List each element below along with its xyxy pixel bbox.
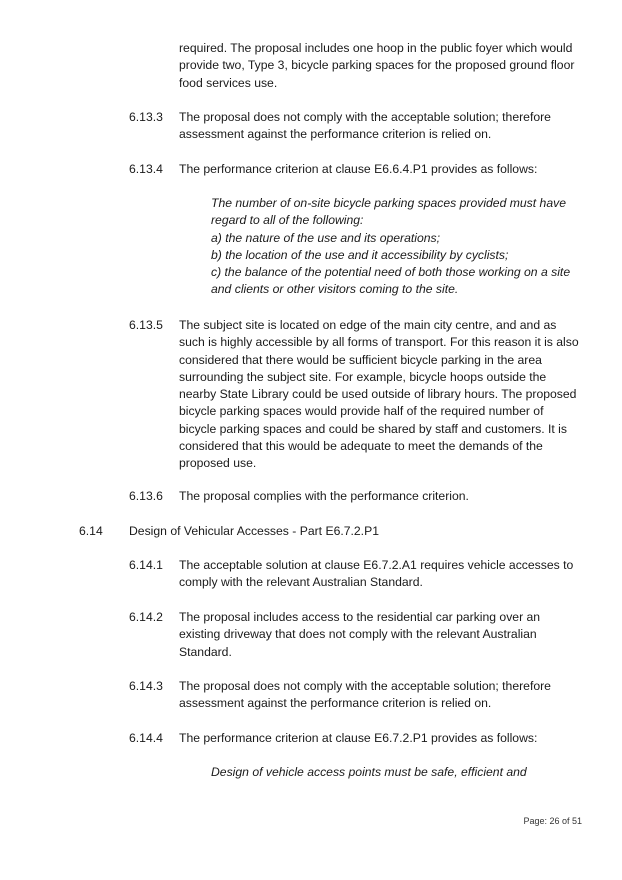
section-heading-6-14: Design of Vehicular Accesses - Part E6.7.2.P1 bbox=[129, 524, 379, 538]
paragraph-number-6-14-1: 6.14.1 bbox=[129, 558, 163, 572]
quote-line-c: c) the balance of the potential need of both those working on a site and clients or other visitors coming to the site. bbox=[211, 265, 571, 297]
paragraph-number-6-13-3: 6.13.3 bbox=[129, 110, 163, 124]
paragraph-6-14-3: The proposal does not comply with the acceptable solution; therefore assessment against the performance criterion is relied on. bbox=[179, 679, 551, 711]
paragraph-6-13-2-continued: required. The proposal includes one hoop in the public foyer which would provide two, Type 3, bicycle parking spaces for the proposed ground floor food services use. bbox=[179, 41, 575, 90]
paragraph-6-13-6: The proposal complies with the performance criterion. bbox=[179, 489, 469, 503]
quote-e6-6-4-p1 bbox=[211, 195, 591, 299]
paragraph-number-6-14-4: 6.14.4 bbox=[129, 731, 163, 745]
paragraph-6-14-1: The acceptable solution at clause E6.7.2.A1 requires vehicle accesses to comply with the relevant Australian Standard. bbox=[179, 558, 574, 590]
quote-line-a: a) the nature of the use and its operations; bbox=[211, 230, 441, 245]
paragraph-number-6-14-2: 6.14.2 bbox=[129, 610, 163, 624]
section-number-6-14: 6.14 bbox=[79, 524, 103, 538]
paragraph-number-6-13-6: 6.13.6 bbox=[129, 489, 163, 503]
paragraph-6-14-2: The proposal includes access to the residential car parking over an existing driveway that does not comply with the relevant Australian Standard. bbox=[179, 610, 541, 659]
paragraph-number-6-14-3: 6.14.3 bbox=[129, 679, 163, 693]
quote-e6-7-2-p1: Design of vehicle access points must be safe, efficient and bbox=[211, 765, 527, 779]
quote-line-b: b) the location of the use and it accessibility by cyclists; bbox=[211, 247, 509, 262]
paragraph-number-6-13-4: 6.13.4 bbox=[129, 162, 163, 176]
paragraph-6-13-4: The performance criterion at clause E6.6.4.P1 provides as follows: bbox=[179, 162, 538, 176]
paragraph-6-14-4: The performance criterion at clause E6.7.2.P1 provides as follows: bbox=[179, 731, 538, 745]
paragraph-6-13-3: The proposal does not comply with the acceptable solution; therefore assessment against the performance criterion is relied on. bbox=[179, 110, 551, 142]
paragraph-6-13-5: The subject site is located on edge of the main city centre, and and as such is highly accessible by all forms of transport. For this reason it is also considered that there would be sufficient bicycle parking in the area surrounding the subject site. For example, bicycle hoops outside the nearby State Library could be used outside of library hours. The proposed bicycle parking spaces would provide half of the required number of bicycle parking spaces and could be shared by staff and customers. It is considered that this would be adequate to meet the demands of the proposed use. bbox=[179, 318, 579, 471]
quote-line-intro: The number of on-site bicycle parking spaces provided must have regard to all of the following: bbox=[211, 196, 566, 228]
page-number-footer: Page: 26 of 51 bbox=[523, 816, 582, 826]
paragraph-number-6-13-5: 6.13.5 bbox=[129, 318, 163, 332]
